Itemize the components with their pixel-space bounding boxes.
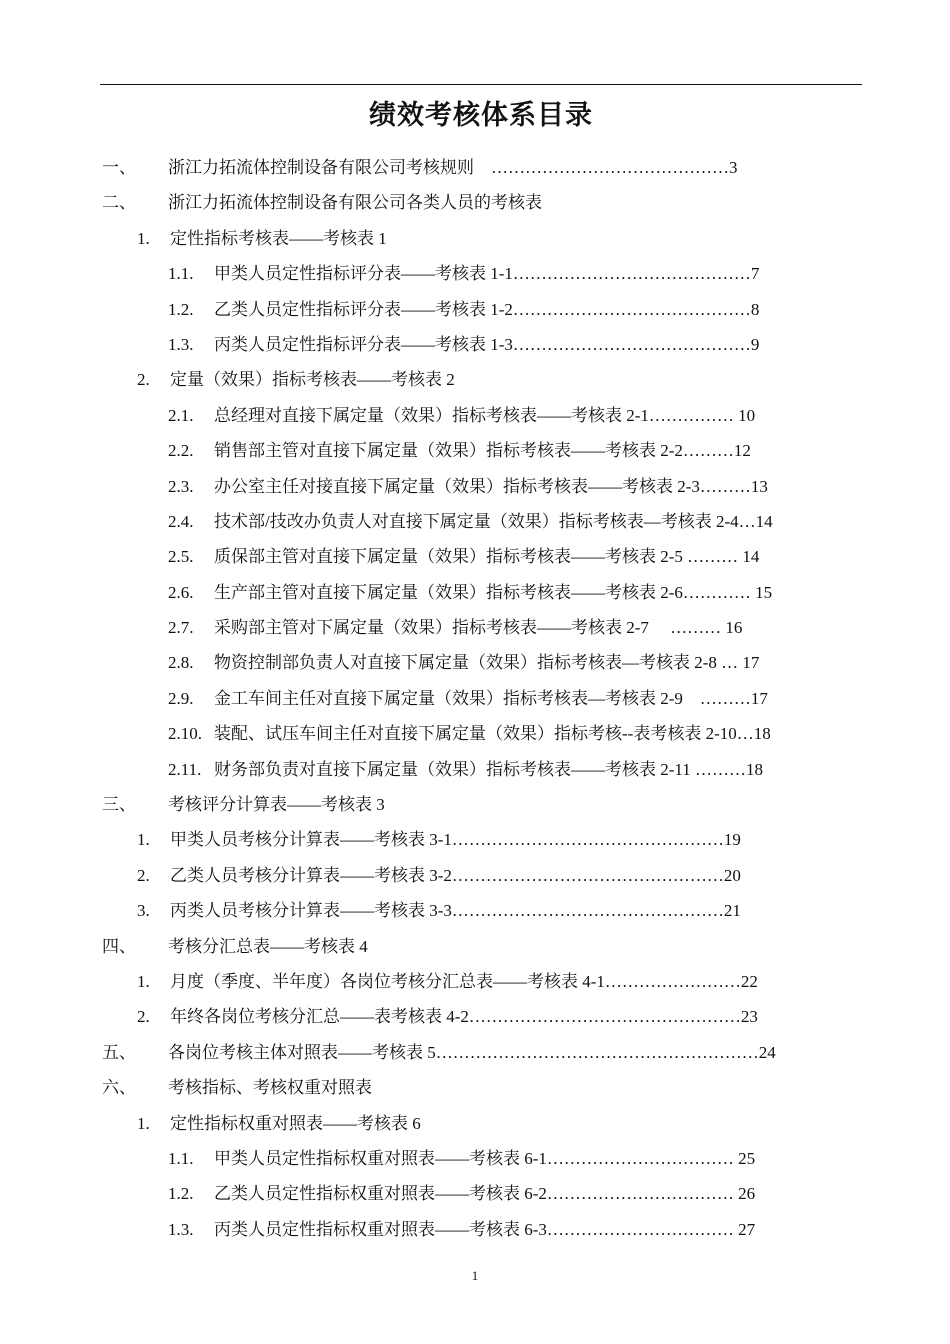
toc-entry[interactable] (0, 221, 950, 256)
toc-entry-number: 2. (137, 1007, 150, 1027)
toc-entry-text: 考核评分计算表——考核表 3 (168, 795, 385, 815)
toc-entry[interactable] (0, 681, 950, 716)
toc-entry[interactable] (0, 539, 950, 574)
toc-entry[interactable] (0, 787, 950, 822)
toc-entry-text: 各岗位考核主体对照表——考核表 5…………………………………………………24 (168, 1042, 776, 1062)
toc-entry-text: 金工车间主任对直接下属定量（效果）指标考核表—考核表 2-9 ………17 (214, 688, 768, 708)
toc-entry-number: 2. (137, 370, 150, 390)
toc-entry-number: 1. (137, 228, 150, 248)
toc-entry-number: 1.2. (168, 1184, 194, 1204)
toc-entry-text: 办公室主任对接直接下属定量（效果）指标考核表——考核表 2-3………13 (214, 476, 768, 496)
toc-entry-number: 2.3. (168, 476, 194, 496)
toc-entry[interactable] (0, 929, 950, 964)
toc-entry-text: 质保部主管对直接下属定量（效果）指标考核表——考核表 2-5 ……… 14 (214, 547, 760, 567)
toc-entry[interactable] (0, 362, 950, 397)
toc-entry[interactable] (0, 1141, 950, 1176)
toc-entry-text: 月度（季度、半年度）各岗位考核分汇总表——考核表 4-1……………………22 (170, 971, 758, 991)
toc-entry-text: 物资控制部负责人对直接下属定量（效果）指标考核表—考核表 2-8 … 17 (214, 653, 760, 673)
toc-entry-text: 丙类人员考核分计算表——考核表 3-3…………………………………………21 (170, 901, 741, 921)
toc-entry[interactable] (0, 752, 950, 787)
toc-entry-number: 2.2. (168, 441, 194, 461)
toc-entry-text: 乙类人员考核分计算表——考核表 3-2…………………………………………20 (170, 865, 741, 885)
toc-entry-number: 一、 (102, 158, 136, 177)
toc-entry-text: 年终各岗位考核分汇总——表考核表 4-2…………………………………………23 (170, 1007, 758, 1027)
toc-entry-text: 定量（效果）指标考核表——考核表 2 (170, 370, 455, 390)
toc-entry-number: 六、 (102, 1078, 136, 1098)
toc-entry-number: 1.2. (168, 299, 194, 319)
toc-entry-number: 2.11. (168, 759, 202, 779)
toc-entry[interactable] (0, 1070, 950, 1105)
toc-entry[interactable] (0, 398, 950, 433)
toc-entry-number: 2.9. (168, 688, 194, 708)
toc-entry[interactable] (0, 150, 950, 185)
toc-entry-number: 2.6. (168, 582, 194, 602)
toc-entry-number: 二、 (102, 193, 136, 213)
toc-entry-text: 丙类人员定性指标评分表——考核表 1-3……………………………………9 (214, 334, 760, 354)
toc-entry-text: 总经理对直接下属定量（效果）指标考核表——考核表 2-1…………… 10 (214, 405, 756, 425)
toc-entry-text: 浙江力拓流体控制设备有限公司各类人员的考核表 (168, 193, 542, 213)
toc-entry[interactable] (0, 1212, 950, 1247)
toc-entry[interactable] (0, 433, 950, 468)
toc-entry-text: 甲类人员定性指标权重对照表——考核表 6-1…………………………… 25 (214, 1148, 756, 1168)
toc-entry-text: 乙类人员定性指标权重对照表——考核表 6-2…………………………… 26 (214, 1184, 756, 1204)
toc-entry-text: 浙江力拓流体控制设备有限公司考核规则 ……………………………………3 (168, 158, 738, 177)
toc-entry[interactable] (0, 575, 950, 610)
toc-entry-text: 采购部主管对下属定量（效果）指标考核表——考核表 2-7 ……… 16 (214, 618, 743, 638)
toc-entry-number: 2.1. (168, 405, 194, 425)
toc-entry-text: 考核指标、考核权重对照表 (168, 1078, 372, 1098)
toc-entry[interactable] (0, 610, 950, 645)
toc-entry-number: 三、 (102, 795, 136, 815)
toc-entry[interactable] (0, 1176, 950, 1211)
toc-entry-number: 1.3. (168, 1219, 194, 1239)
toc-entry[interactable] (0, 256, 950, 291)
toc-entry-number: 1.1. (168, 1148, 194, 1168)
toc-entry-number: 3. (137, 901, 150, 921)
toc-entry-number: 2.7. (168, 618, 194, 638)
toc-entry[interactable] (0, 893, 950, 928)
toc-entry-number: 1.1. (168, 264, 194, 284)
toc-entry-text: 生产部主管对直接下属定量（效果）指标考核表——考核表 2-6………… 15 (214, 582, 773, 602)
toc-entry-number: 四、 (102, 936, 136, 956)
toc-entry-number: 1. (137, 971, 150, 991)
table-of-contents (0, 150, 950, 1247)
toc-entry[interactable] (0, 185, 950, 220)
toc-entry-text: 技术部/技改办负责人对直接下属定量（效果）指标考核表—考核表 2-4…14 (214, 511, 773, 531)
toc-entry[interactable] (0, 858, 950, 893)
page-title: 绩效考核体系目录 (369, 100, 593, 131)
toc-entry-number: 2.4. (168, 511, 194, 531)
toc-entry[interactable] (0, 469, 950, 504)
header-rule (100, 84, 862, 85)
toc-entry-text: 考核分汇总表——考核表 4 (168, 936, 368, 956)
toc-entry-text: 甲类人员定性指标评分表——考核表 1-1……………………………………7 (214, 264, 760, 284)
page-number: 1 (471, 1268, 479, 1283)
toc-entry-text: 定性指标权重对照表——考核表 6 (170, 1113, 421, 1133)
toc-entry-number: 2. (137, 865, 150, 885)
toc-entry-text: 丙类人员定性指标权重对照表——考核表 6-3…………………………… 27 (214, 1219, 756, 1239)
toc-entry-text: 装配、试压车间主任对直接下属定量（效果）指标考核--表考核表 2-10…18 (214, 724, 771, 744)
toc-entry[interactable] (0, 964, 950, 999)
toc-entry[interactable] (0, 645, 950, 680)
toc-entry-number: 五、 (102, 1042, 136, 1062)
toc-entry[interactable] (0, 716, 950, 751)
toc-entry-number: 1. (137, 830, 150, 850)
toc-entry[interactable] (0, 504, 950, 539)
toc-entry[interactable] (0, 292, 950, 327)
toc-entry-text: 甲类人员考核分计算表——考核表 3-1…………………………………………19 (170, 830, 741, 850)
toc-entry-text: 销售部主管对直接下属定量（效果）指标考核表——考核表 2-2………12 (214, 441, 751, 461)
toc-entry-number: 1. (137, 1113, 150, 1133)
toc-entry-number: 2.10. (168, 724, 202, 744)
toc-entry[interactable] (0, 327, 950, 362)
toc-entry-text: 乙类人员定性指标评分表——考核表 1-2……………………………………8 (214, 299, 760, 319)
toc-entry-number: 2.8. (168, 653, 194, 673)
toc-entry[interactable] (0, 822, 950, 857)
toc-entry[interactable] (0, 999, 950, 1034)
toc-entry[interactable] (0, 1106, 950, 1141)
toc-entry[interactable] (0, 1035, 950, 1070)
toc-entry-text: 财务部负责对直接下属定量（效果）指标考核表——考核表 2-11 ………18 (214, 759, 764, 779)
toc-entry-text: 定性指标考核表——考核表 1 (170, 228, 387, 248)
toc-entry-number: 1.3. (168, 334, 194, 354)
toc-entry-number: 2.5. (168, 547, 194, 567)
